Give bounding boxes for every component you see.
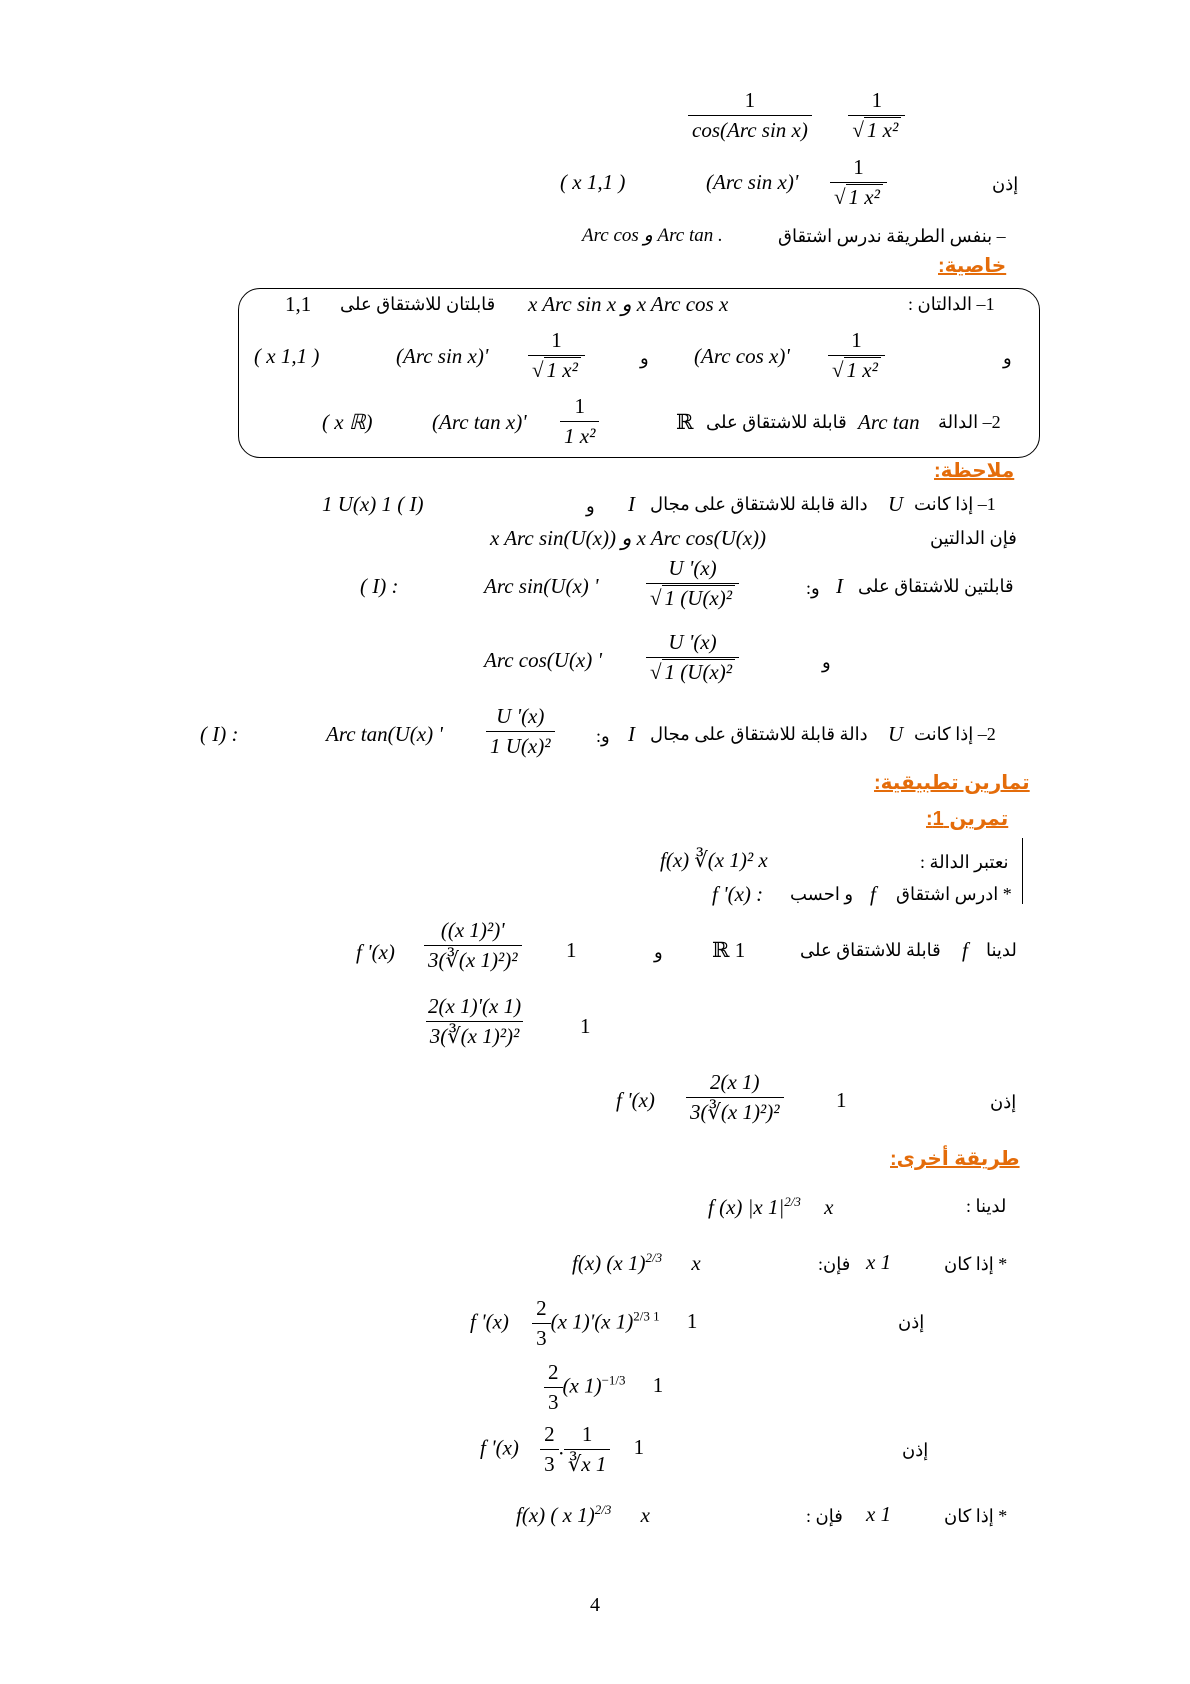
other-step-1 — [470, 1296, 697, 1351]
numerator: U '(x) — [668, 556, 717, 580]
note-l3-text: قابلتين للاشتقاق على — [858, 576, 1014, 596]
interval: 1,1 — [285, 292, 312, 316]
case1-math — [572, 1250, 701, 1276]
radicand: 1 x² — [846, 184, 883, 209]
derivative-step-1 — [424, 918, 522, 973]
task-text: * ادرس اشتقاق — [896, 884, 1012, 904]
f-definition: f(x) ∛(x 1)² x — [660, 848, 768, 872]
have-text: لدينا : — [966, 1196, 1007, 1216]
same-way-math: Arc cos و Arc tan . — [582, 225, 723, 246]
numerator: 1 — [581, 1422, 593, 1446]
numerator: 1 — [851, 328, 862, 352]
lhs: f '(x) — [470, 1309, 509, 1334]
other-step-3: f '(x) $\frac{2}{3}$ . $\frac{1}{∛x 1}$ 1 — [480, 1422, 645, 1476]
tail: 1 — [686, 1309, 698, 1334]
numerator: 2(x 1) — [709, 1070, 760, 1094]
arcsin-derivative-lhs: (Arc sin x)' — [396, 344, 489, 368]
domain-set: ℝ 1 — [712, 938, 746, 962]
margin-bar — [1022, 838, 1023, 904]
and-word: و — [1003, 348, 1012, 368]
step-tail: 1 — [580, 1014, 591, 1038]
then-label: إذن — [992, 174, 1019, 194]
denominator: √ 1 x² — [830, 182, 887, 210]
lhs: f '(x) — [480, 1435, 519, 1460]
exponent: 2/3 — [594, 1502, 612, 1517]
property-line1-tail: قابلتان للاشتقاق على — [340, 294, 496, 314]
property-line1-text: 1– الدالتان : — [908, 294, 995, 314]
case-condition: x 1 — [866, 1502, 892, 1526]
denominator: 1 U(x)² — [486, 731, 555, 759]
abs-expression: f (x) |x 1| — [708, 1195, 785, 1219]
numerator: 1 — [871, 88, 883, 112]
heading-exercises: تمارين تطبيقية: — [874, 772, 1030, 794]
fraction — [848, 88, 905, 143]
numerator: 1 — [853, 155, 864, 179]
denominator: 3(∛(x 1)²)² — [686, 1097, 784, 1125]
domain-condition: ( I) : — [200, 722, 239, 746]
exponent: 2/3 1 — [633, 1308, 660, 1324]
note-l5-text: 2– إذا كانت — [914, 724, 996, 744]
fprime-lhs: f '(x) — [616, 1088, 655, 1112]
heading-exercise-1: تمرين 1: — [926, 808, 1009, 830]
note-condition: 1 U(x) 1 ( I) — [322, 492, 424, 516]
derivative-result — [686, 1070, 784, 1125]
body: (x 1) — [562, 1373, 602, 1398]
arctan-derivative-lhs: (Arc tan x)' — [432, 410, 527, 434]
property-line3-math: Arc tan — [858, 410, 920, 434]
denominator: 3(∛(x 1)²)² — [424, 945, 522, 973]
numerator: 2(x 1)'(x 1) — [428, 994, 522, 1018]
page-number: 4 — [590, 1594, 600, 1616]
and-word: و — [586, 496, 595, 516]
denominator: 3(∛(x 1)²)² — [426, 1021, 524, 1049]
interval-I: I — [836, 574, 843, 598]
tail: 1 — [652, 1373, 664, 1398]
note-l1-text: 1– إذا كانت — [914, 494, 996, 514]
expression: f(x) (x 1) — [572, 1251, 646, 1275]
case2-math — [516, 1502, 650, 1528]
expression: f(x) ( x 1) — [516, 1503, 595, 1527]
function-U: U — [888, 722, 904, 746]
denominator: ∛x 1 — [564, 1449, 610, 1477]
numerator: 2 — [548, 1360, 559, 1384]
exponent: 2/3 — [645, 1250, 663, 1265]
derivative-lhs: (Arc sin x)' — [706, 170, 799, 194]
task-f: f — [870, 882, 876, 906]
heading-note: ملاحظة: — [934, 460, 1015, 482]
and-word: و: — [596, 726, 610, 746]
tail: x — [824, 1195, 834, 1219]
reals-symbol: ℝ — [676, 410, 694, 434]
case-text: * إذا كان — [944, 1254, 1008, 1274]
case-condition: x 1 — [866, 1250, 892, 1274]
exponent: 2/3 — [784, 1194, 801, 1209]
consider-text: نعتبر الدالة : — [920, 852, 1009, 872]
derivative-step-2 — [424, 994, 525, 1049]
denominator: 3 — [540, 1449, 559, 1477]
numerator: U '(x) — [668, 630, 717, 654]
numerator: U '(x) — [496, 704, 545, 728]
task-fprime: f '(x) : — [712, 882, 764, 906]
then-word: فإن : — [806, 1506, 843, 1526]
denominator: √ 1 (U(x)² — [646, 583, 739, 611]
radicand: 1 x² — [864, 117, 901, 142]
step-tail: 1 — [566, 938, 577, 962]
denominator: √ 1 x² — [828, 355, 885, 383]
numerator: 1 — [551, 328, 562, 352]
property-line3-tail: قابلة للاشتقاق على — [706, 412, 847, 432]
denominator: cos(Arc sin x) — [688, 115, 812, 143]
interval-I: I — [628, 492, 635, 516]
top-formula — [688, 88, 905, 143]
denominator: 3 — [544, 1387, 563, 1415]
arctan-u-fraction — [486, 704, 555, 759]
same-way-text: – بنفس الطريقة ندرس اشتقاق — [778, 226, 1006, 246]
fprime-lhs: f '(x) — [356, 940, 395, 964]
exponent: −1/3 — [601, 1372, 626, 1388]
arcsin-derivative-fraction — [528, 328, 585, 383]
arccos-u-fraction — [646, 630, 739, 685]
note-l1-text2: دالة قابلة للاشتقاق على مجال — [650, 494, 868, 514]
arcsin-u-fraction — [646, 556, 739, 611]
arccos-derivative-fraction — [828, 328, 885, 383]
then-label: إذن — [990, 1092, 1017, 1112]
then-fraction — [830, 155, 887, 210]
and-word: و — [654, 942, 663, 962]
then-label: إذن — [898, 1312, 925, 1332]
and-word: و — [640, 348, 649, 368]
fraction — [688, 88, 812, 143]
domain-condition: ( x 1,1 ) — [254, 344, 320, 368]
function-U: U — [888, 492, 904, 516]
and-word: و — [822, 652, 831, 672]
denominator: √ 1 x² — [848, 115, 905, 143]
note-l5-text2: دالة قابلة للاشتقاق على مجال — [650, 724, 868, 744]
then-label: إذن — [902, 1440, 929, 1460]
numerator: 2 — [544, 1422, 555, 1446]
arctan-derivative-fraction — [560, 394, 599, 449]
arccos-u-lhs: Arc cos(U(x) ' — [484, 648, 602, 672]
other-have-math — [708, 1194, 833, 1220]
domain-condition: ( x ℝ) — [322, 410, 373, 434]
numerator: 1 — [744, 88, 756, 112]
denominator: √ 1 (U(x)² — [646, 657, 739, 685]
interval-I: I — [628, 722, 635, 746]
numerator: ((x 1)²)' — [440, 918, 505, 942]
step-tail: 1 — [836, 1088, 847, 1112]
tail: 1 — [633, 1435, 645, 1460]
body: (x 1)'(x 1) — [550, 1309, 634, 1334]
radicand: 1 x² — [844, 357, 881, 382]
and-word: و: — [806, 578, 820, 598]
arctan-u-lhs: Arc tan(U(x) ' — [326, 722, 443, 746]
note-l2-text: فإن الدالتين — [930, 528, 1017, 548]
numerator: 2 — [536, 1296, 547, 1320]
property-line1-math: x Arc sin x و x Arc cos x — [528, 292, 729, 316]
have-text: لدينا — [986, 940, 1017, 960]
arccos-derivative-lhs: (Arc cos x)' — [694, 344, 790, 368]
domain-condition: ( I) : — [360, 574, 399, 598]
denominator: √ 1 x² — [528, 355, 585, 383]
domain-condition: ( x 1,1 ) — [560, 170, 626, 194]
task-and: و احسب — [790, 884, 854, 904]
denominator: 3 — [532, 1323, 551, 1351]
tail: x — [691, 1251, 701, 1275]
then-word: فإن: — [818, 1254, 851, 1274]
radicand: 1 x² — [544, 357, 581, 382]
heading-other-method: طريقة أخرى: — [890, 1148, 1020, 1170]
note-l2-math: x Arc sin(U(x)) و x Arc cos(U(x)) — [490, 526, 767, 550]
heading-property: خاصية: — [938, 255, 1007, 277]
radicand: 1 (U(x)² — [662, 659, 736, 684]
tail: x — [640, 1503, 650, 1527]
have-tail: قابلة للاشتقاق على — [800, 940, 941, 960]
numerator: 1 — [574, 394, 585, 418]
case-text: * إذا كان — [944, 1506, 1008, 1526]
have-f: f — [962, 938, 968, 962]
denominator: 1 x² — [560, 421, 599, 449]
other-step-2 — [544, 1360, 663, 1415]
arcsin-u-lhs: Arc sin(U(x) ' — [484, 574, 599, 598]
radicand: 1 (U(x)² — [662, 585, 736, 610]
property-line3-text: 2– الدالة — [938, 412, 1001, 432]
